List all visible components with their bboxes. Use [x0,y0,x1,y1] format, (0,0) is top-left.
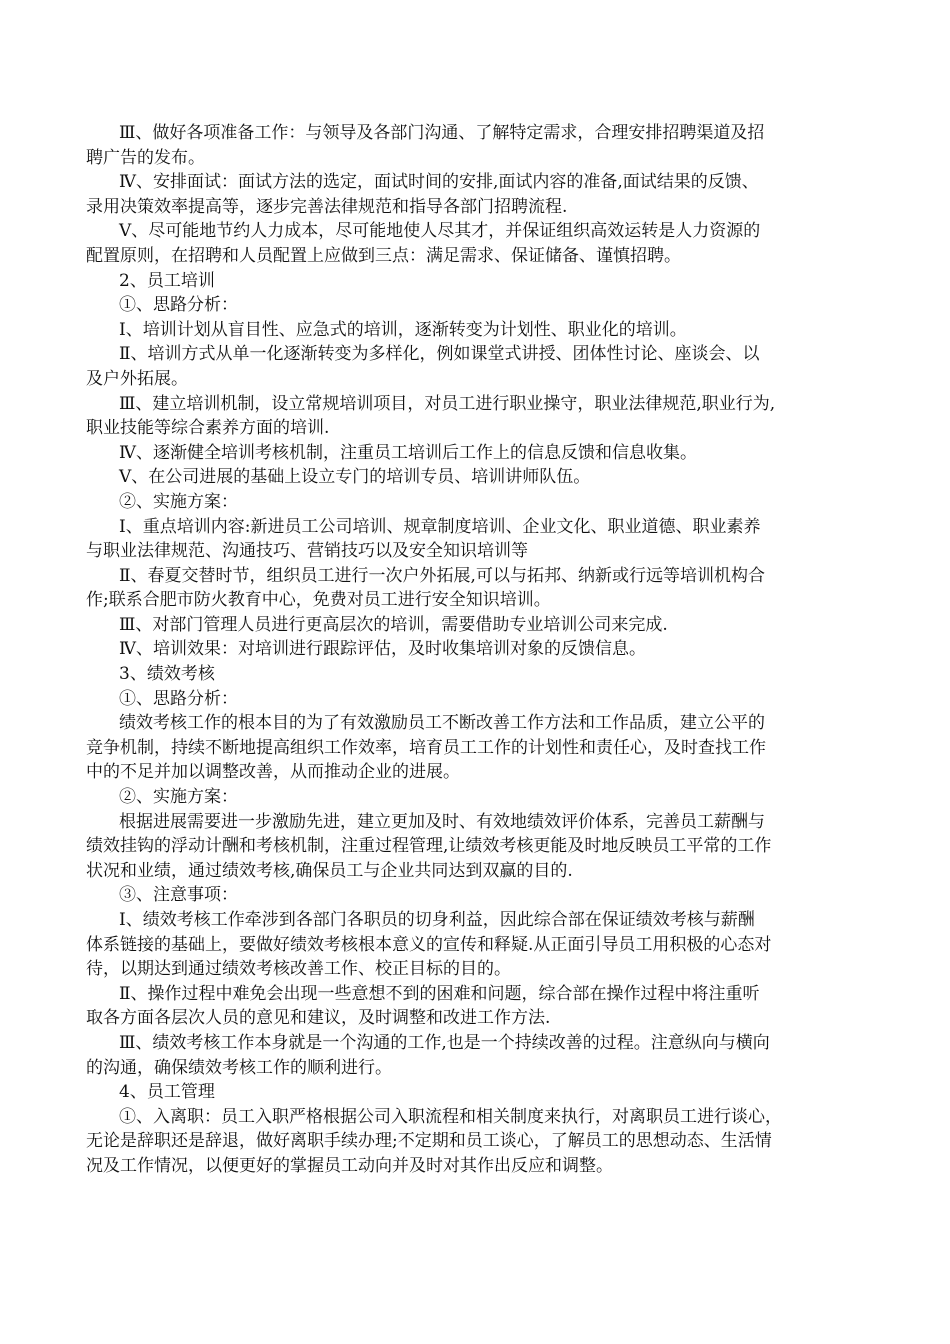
text-line: 的沟通，确保绩效考核工作的顺利进行。 [86,1057,392,1078]
text-line: 配置原则，在招聘和人员配置上应做到三点：满足需求、保证储备、谨慎招聘。 [86,245,681,266]
document-body [86,121,870,1179]
text-line: Ⅲ、对部门管理人员进行更高层次的培训，需要借助专业培训公司来完成. [119,614,668,635]
text-line: Ⅲ、建立培训机制，设立常规培训项目，对员工进行职业操守，职业法律规范,职业行为, [119,393,776,414]
text-line: 3、绩效考核 [119,664,215,685]
text-line: 与职业法律规范、沟通技巧、营销技巧以及安全知识培训等 [86,541,528,562]
text-line: 聘广告的发布。 [86,147,205,168]
text-line: 体系链接的基础上，要做好绩效考核根本意义的宣传和释疑.从正面引导员工用积极的心态对 [86,934,772,955]
text-line: Ⅱ、培训方式从单一化逐渐转变为多样化，例如课堂式讲授、团体性讨论、座谈会、以 [119,344,760,365]
text-line: 作;联系合肥市防火教育中心，免费对员工进行安全知识培训。 [86,590,551,611]
text-line: Ⅰ、培训计划从盲目性、应急式的培训，逐渐转变为计划性、职业化的培训。 [119,319,687,340]
text-line: Ⅰ、绩效考核工作牵涉到各部门各职员的切身利益，因此综合部在保证绩效考核与薪酬 [119,910,755,930]
text-line: ①、思路分析： [119,295,238,316]
text-line: ③、注意事项： [119,885,238,906]
text-line: ②、实施方案： [119,491,238,512]
text-line: Ⅳ、培训效果：对培训进行跟踪评估，及时收集培训对象的反馈信息。 [119,639,646,660]
text-line: Ⅱ、春夏交替时节，组织员工进行一次户外拓展,可以与拓邦、纳新或行远等培训机构合 [119,565,765,586]
text-line: 职业技能等综合素养方面的培训. [86,418,330,439]
text-line: Ⅲ、做好各项准备工作：与领导及各部门沟通、了解特定需求，合理安排招聘渠道及招 [119,123,765,143]
text-line: Ⅴ、尽可能地节约人力成本，尽可能地使人尽其才，并保证组织高效运转是人力资源的 [119,221,761,242]
text-line: ②、实施方案： [119,787,238,808]
text-line: 绩效考核工作的根本目的为了有效激励员工不断改善工作方法和工作品质，建立公平的 [119,713,765,734]
text-line: 4、员工管理 [119,1082,215,1103]
text-line: 及户外拓展。 [86,368,188,389]
text-line: 状况和业绩，通过绩效考核,确保员工与企业共同达到双赢的目的. [86,860,573,881]
text-line: 待，以期达到通过绩效考核改善工作、校正目标的目的。 [86,959,511,980]
text-line: Ⅲ、绩效考核工作本身就是一个沟通的工作,也是一个持续改善的过程。注意纵向与横向 [119,1032,770,1053]
text-line: 取各方面各层次人员的意见和建议，及时调整和改进工作方法. [86,1008,551,1029]
text-line: Ⅴ、在公司进展的基础上设立专门的培训专员、培训讲师队伍。 [119,467,591,488]
text-line: 录用决策效率提高等，逐步完善法律规范和指导各部门招聘流程. [86,196,568,217]
text-line: 况及工作情况，以便更好的掌握员工动向并及时对其作出反应和调整。 [86,1155,613,1176]
text-line: 无论是辞职还是辞退，做好离职手续办理;不定期和员工谈心，了解员工的思想动态、生活情 [86,1131,772,1152]
text-line: 中的不足并加以调整改善，从而推动企业的进展。 [86,762,460,783]
text-line: 根据进展需要进一步激励先进，建立更加及时、有效地绩效评价体系，完善员工薪酬与 [119,811,765,832]
text-line: ①、入离职：员工入职严格根据公司入职流程和相关制度来执行，对离职员工进行谈心， [119,1106,782,1127]
text-line: Ⅳ、安排面试：面试方法的选定，面试时间的安排,面试内容的准备,面试结果的反馈、 [119,172,759,193]
text-line: Ⅱ、操作过程中难免会出现一些意想不到的困难和问题，综合部在操作过程中将注重听 [119,983,760,1004]
text-line: ①、思路分析： [119,688,238,709]
text-line: Ⅰ、重点培训内容:新进员工公司培训、规章制度培训、企业文化、职业道德、职业素养 [119,516,761,537]
text-line: 绩效挂钩的浮动计酬和考核机制，注重过程管理,让绩效考核更能及时地反映员工平常的工作 [86,836,772,857]
text-line: 竞争机制，持续不断地提高组织工作效率，培育员工工作的计划性和责任心，及时查找工作 [86,737,766,758]
text-line: 2、员工培训 [119,270,215,291]
text-line: Ⅳ、逐渐健全培训考核机制，注重员工培训后工作上的信息反馈和信息收集。 [119,442,697,463]
